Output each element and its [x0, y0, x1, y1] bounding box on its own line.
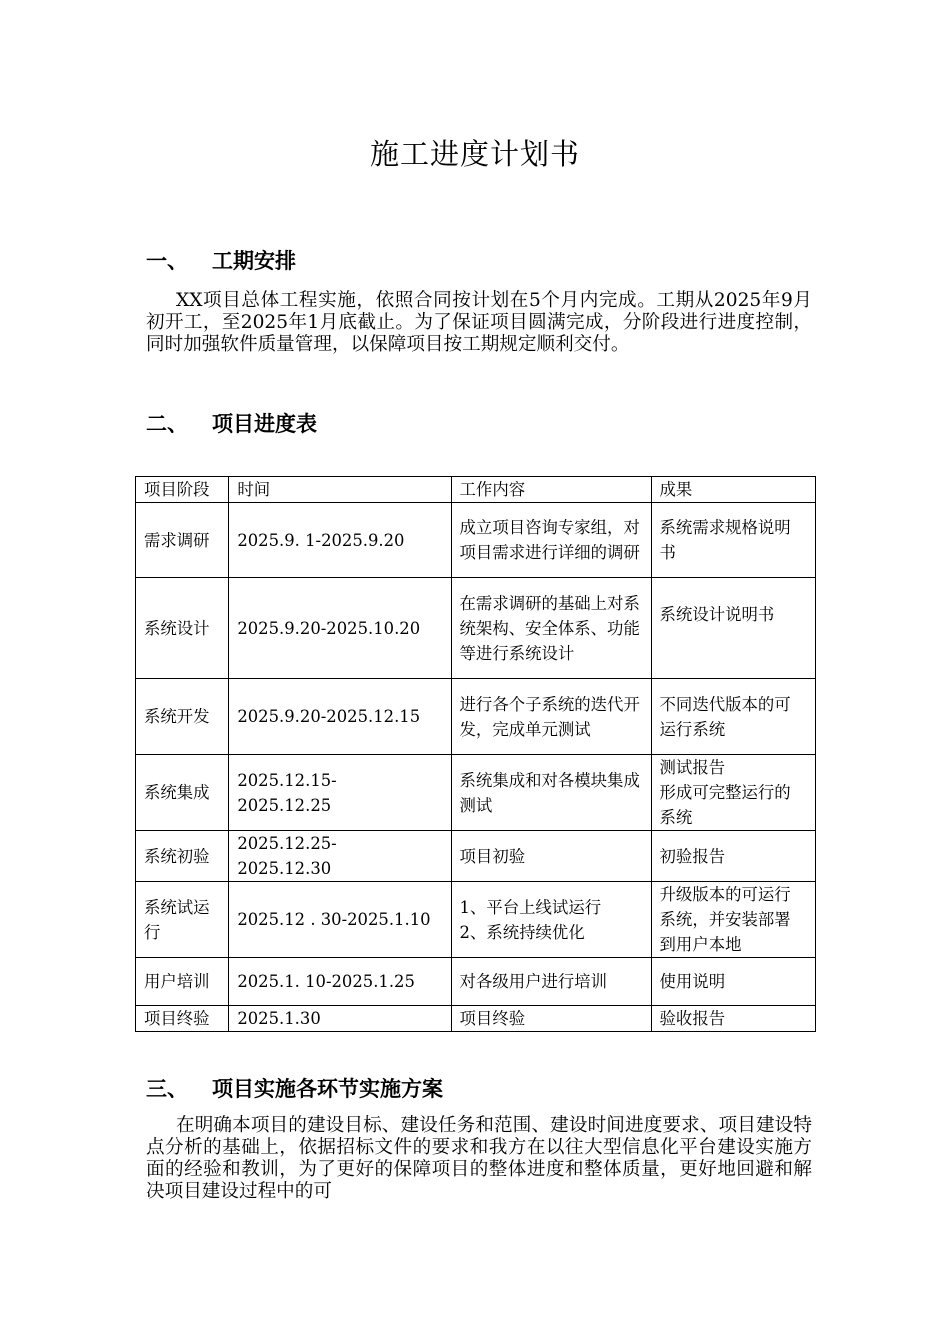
table-cell: 项目初验	[451, 831, 651, 882]
table-cell: 系统开发	[136, 679, 229, 755]
table-cell: 在需求调研的基础上对系统架构、安全体系、功能等进行系统设计	[451, 578, 651, 679]
section-title: 项目进度表	[212, 412, 317, 436]
table-cell: 2025.9.20-2025.10.20	[229, 578, 451, 679]
table-cell: 升级版本的可运行系统，并安装部署到用户本地	[651, 882, 815, 958]
table-header-row	[136, 477, 816, 503]
table-cell: 2025.1. 10-2025.1.25	[229, 958, 451, 1006]
table-cell: 2025.9.20-2025.12.15	[229, 679, 451, 755]
paragraph-implementation: 在明确本项目的建设目标、建设任务和范围、建设时间进度要求、项目建设特点分析的基础上，依据招标文件的要求和我方在以往大型信息化平台建设实施方面的经验和教训，为了更好的保障项目的整体进度和整体质量，更好地回避和解决项目建设过程中的可	[146, 1115, 812, 1202]
table-row	[136, 578, 816, 679]
table-cell: 使用说明	[651, 958, 815, 1006]
document-title: 施工进度计划书	[369, 137, 580, 171]
table-cell: 测试报告 形成可完整运行的系统	[651, 755, 815, 831]
paragraph-schedule: XX项目总体工程实施，依照合同按计划在5个月内完成。工期从2025年9月初开工，至2025年1月底截止。为了保证项目圆满完成，分阶段进行进度控制，同时加强软件质量管理，以保障项目按工期规定顺利交付。	[146, 290, 812, 355]
table-cell: 对各级用户进行培训	[451, 958, 651, 1006]
table-cell: 系统需求规格说明书	[651, 503, 815, 578]
table-cell: 初验报告	[651, 831, 815, 882]
table-cell: 2025.12.25- 2025.12.30	[229, 831, 451, 882]
table-cell: 系统设计说明书	[651, 578, 815, 679]
table-header-cell: 成果	[651, 477, 815, 503]
section-title: 项目实施各环节实施方案	[212, 1077, 443, 1101]
table-cell: 系统集成和对各模块集成测试	[451, 755, 651, 831]
table-row	[136, 679, 816, 755]
table-cell: 成立项目咨询专家组，对项目需求进行详细的调研	[451, 503, 651, 578]
table-row	[136, 1006, 816, 1032]
table-cell: 项目终验	[136, 1006, 229, 1032]
section-number: 二、	[146, 412, 188, 436]
table-row	[136, 958, 816, 1006]
table-cell: 系统设计	[136, 578, 229, 679]
table-cell: 系统试运行	[136, 882, 229, 958]
table-row	[136, 755, 816, 831]
table-cell: 用户培训	[136, 958, 229, 1006]
table-header-cell: 时间	[229, 477, 451, 503]
section-title: 工期安排	[212, 249, 296, 273]
table-cell: 不同迭代版本的可运行系统	[651, 679, 815, 755]
table-row	[136, 503, 816, 578]
table-cell: 进行各个子系统的迭代开发，完成单元测试	[451, 679, 651, 755]
section-heading-3	[146, 1073, 443, 1103]
table-cell: 需求调研	[136, 503, 229, 578]
section-heading-2	[146, 408, 317, 438]
section-heading-1	[146, 245, 296, 275]
table-cell: 系统集成	[136, 755, 229, 831]
table-cell: 项目终验	[451, 1006, 651, 1032]
section-number: 三、	[146, 1077, 188, 1101]
table-row	[136, 831, 816, 882]
table-header-cell: 项目阶段	[136, 477, 229, 503]
section-number: 一、	[146, 249, 188, 273]
table-cell: 1、平台上线试运行 2、系统持续优化	[451, 882, 651, 958]
table-row	[136, 882, 816, 958]
table-cell: 验收报告	[651, 1006, 815, 1032]
table-cell: 系统初验	[136, 831, 229, 882]
table-cell: 2025.9. 1-2025.9.20	[229, 503, 451, 578]
table-cell: 2025.12 . 30-2025.1.10	[229, 882, 451, 958]
table-cell: 2025.12.15- 2025.12.25	[229, 755, 451, 831]
table-header-cell: 工作内容	[451, 477, 651, 503]
table-cell: 2025.1.30	[229, 1006, 451, 1032]
schedule-table	[135, 476, 816, 1032]
